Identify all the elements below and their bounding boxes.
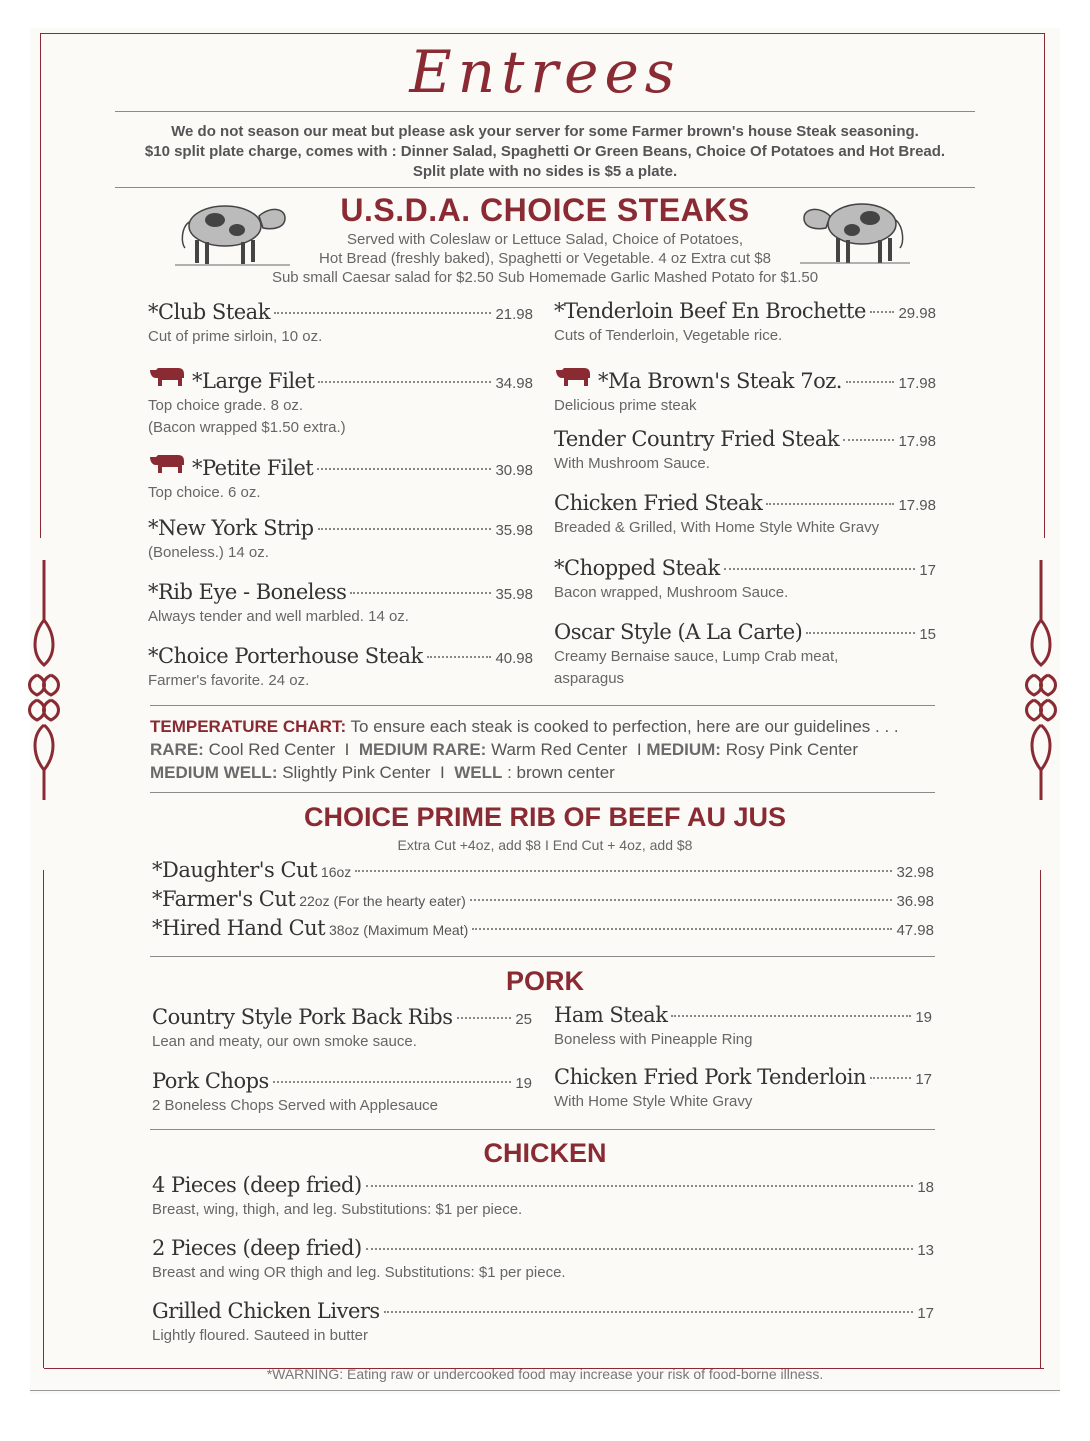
item-description: Breaded & Grilled, With Home Style White Gravy <box>554 519 880 536</box>
frame-border-top <box>40 33 1045 34</box>
item-description: Top choice grade. 8 oz. <box>148 397 304 414</box>
item-name: *Ma Brown's Steak 7oz. <box>598 369 842 393</box>
menu-item <box>152 1069 532 1117</box>
temp-value-well: : brown center <box>507 763 615 782</box>
item-price: 36.98 <box>896 893 934 910</box>
divider <box>115 111 975 112</box>
item-price: 17 <box>919 562 936 579</box>
item-name <box>152 858 351 882</box>
cow-icon <box>148 451 188 475</box>
frame-border-right <box>1044 33 1045 538</box>
item-name: *Choice Porterhouse Steak <box>148 644 423 668</box>
item-price: 17 <box>915 1071 932 1088</box>
temp-label-rare: RARE: <box>150 740 204 759</box>
item-description: With Home Style White Gravy <box>554 1093 753 1110</box>
temp-chart-intro: To ensure each steak is cooked to perfection, here are our guidelines . . . <box>350 717 899 736</box>
steaks-subtitle-line: Sub small Caesar salad for $2.50 Sub Homemade Garlic Mashed Potato for $1.50 <box>271 269 819 286</box>
item-description: Top choice. 6 oz. <box>148 484 261 501</box>
item-description: Cuts of Tenderloin, Vegetable rice. <box>554 327 783 344</box>
item-name: *Chopped Steak <box>554 556 720 580</box>
frame-border-right <box>1040 870 1041 1368</box>
leader-dots <box>806 632 915 634</box>
item-description: Delicious prime steak <box>554 397 697 414</box>
menu-item <box>152 1299 934 1347</box>
menu-item <box>152 1173 934 1221</box>
item-note: 38oz (Maximum Meat) <box>325 922 469 938</box>
item-price: 21.98 <box>495 306 533 323</box>
item-price: 29.98 <box>898 305 936 322</box>
menu-item <box>554 556 936 604</box>
item-name: 2 Pieces (deep fried) <box>152 1236 362 1260</box>
item-name-text: *Farmer's Cut <box>152 887 296 911</box>
section-heading-chicken: CHICKEN <box>483 1138 607 1168</box>
item-price: 18 <box>917 1179 934 1196</box>
item-price: 47.98 <box>896 922 934 939</box>
leader-dots <box>427 656 492 658</box>
menu-item <box>148 516 533 564</box>
leader-dots <box>472 928 892 930</box>
page-edge-bottom <box>30 1390 1060 1391</box>
menu-item <box>148 644 533 692</box>
leader-dots <box>384 1311 914 1313</box>
leader-dots <box>724 568 916 570</box>
leader-dots <box>671 1015 911 1017</box>
item-note: 22oz (For the hearty eater) <box>295 893 466 909</box>
item-price: 32.98 <box>896 864 934 881</box>
item-price: 17.98 <box>898 433 936 450</box>
item-name-text: *Hired Hand Cut <box>152 916 326 940</box>
cow-icon <box>148 364 188 388</box>
item-price: 19 <box>915 1009 932 1026</box>
item-name: Oscar Style (A La Carte) <box>554 620 803 644</box>
item-price: 35.98 <box>495 522 533 539</box>
intro-text <box>60 122 1030 182</box>
leader-dots <box>366 1185 914 1187</box>
item-description: Lightly floured. Sauteed in butter <box>152 1327 368 1344</box>
frame-border-left <box>43 870 44 1368</box>
item-price: 17 <box>917 1305 934 1322</box>
section-heading-prime-rib: CHOICE PRIME RIB OF BEEF AU JUS <box>303 802 787 832</box>
item-name: Country Style Pork Back Ribs <box>152 1005 453 1029</box>
item-description: (Bacon wrapped $1.50 extra.) <box>148 419 346 436</box>
item-description: Cut of prime sirloin, 10 oz. <box>148 328 323 345</box>
section-heading-steaks: U.S.D.A. CHOICE STEAKS <box>340 192 750 228</box>
item-description: Breast, wing, thigh, and leg. Substitutions: $1 per piece. <box>152 1201 523 1218</box>
menu-item <box>148 451 533 504</box>
item-name <box>152 887 466 911</box>
item-name: *Large Filet <box>192 369 315 393</box>
menu-item <box>554 491 936 539</box>
item-name: Pork Chops <box>152 1069 269 1093</box>
food-safety-warning: *WARNING: Eating raw or undercooked food may increase your risk of food-borne illness. <box>266 1366 824 1382</box>
intro-line: $10 split plate charge, comes with : Dinner Salad, Spaghetti Or Green Beans, Choice Of Potatoes and Hot Bread. <box>144 143 946 160</box>
item-name: Chicken Fried Pork Tenderloin <box>554 1065 866 1089</box>
temp-label-well: WELL <box>454 763 503 782</box>
menu-item <box>152 916 934 940</box>
leader-dots <box>273 1081 511 1083</box>
item-description: Farmer's favorite. 24 oz. <box>148 672 310 689</box>
item-description: Creamy Bernaise sauce, Lump Crab meat, <box>554 648 839 665</box>
item-description: 2 Boneless Chops Served with Applesauce <box>152 1097 439 1114</box>
leader-dots <box>457 1017 512 1019</box>
temp-label-medium: MEDIUM: <box>646 740 721 759</box>
menu-item <box>148 364 533 439</box>
intro-line: We do not season our meat but please ask your server for some Farmer brown's house Steak seasoning. <box>171 123 919 140</box>
leader-dots <box>870 1077 911 1079</box>
divider <box>150 705 935 706</box>
leader-dots <box>318 381 491 383</box>
frame-border-left <box>40 33 41 538</box>
item-price: 17.98 <box>898 497 936 514</box>
item-name <box>152 916 468 940</box>
divider <box>150 1129 935 1130</box>
item-price: 35.98 <box>495 586 533 603</box>
item-price: 40.98 <box>495 650 533 667</box>
item-name-text: *Daughter's Cut <box>152 858 318 882</box>
leader-dots <box>766 503 894 505</box>
steaks-subtitle-line: Hot Bread (freshly baked), Spaghetti or Vegetable. 4 oz Extra cut $8 <box>319 250 771 267</box>
item-note: 16oz <box>317 864 352 880</box>
temp-value-rare: Cool Red Center <box>208 740 336 759</box>
divider <box>150 792 935 793</box>
steaks-subtitle <box>200 230 890 287</box>
item-price: 17.98 <box>898 375 936 392</box>
temp-separator: I <box>636 740 642 759</box>
item-description: Breast and wing OR thigh and leg. Substitutions: $1 per piece. <box>152 1264 566 1281</box>
item-price: 34.98 <box>495 375 533 392</box>
item-price: 19 <box>515 1075 532 1092</box>
intro-line: Split plate with no sides is $5 a plate. <box>412 163 678 180</box>
menu-item <box>152 1236 934 1284</box>
item-price: 15 <box>919 626 936 643</box>
item-description: Lean and meaty, our own smoke sauce. <box>152 1033 417 1050</box>
menu-item <box>148 580 533 628</box>
temp-separator: I <box>344 740 350 759</box>
temp-value-medium: Rosy Pink Center <box>725 740 858 759</box>
menu-item <box>554 620 936 690</box>
temp-value-medium-rare: Warm Red Center <box>491 740 628 759</box>
temp-label-medium-well: MEDIUM WELL: <box>150 763 278 782</box>
page-title: Entrees <box>409 38 681 106</box>
divider <box>150 956 935 957</box>
steaks-subtitle-line: Served with Coleslaw or Lettuce Salad, Choice of Potatoes, <box>346 231 744 248</box>
item-description: With Mushroom Sauce. <box>554 455 710 472</box>
leader-dots <box>843 439 894 441</box>
leader-dots <box>870 311 895 313</box>
prime-rib-subtitle: Extra Cut +4oz, add $8 I End Cut + 4oz, add $8 <box>397 837 693 853</box>
item-price: 30.98 <box>495 462 533 479</box>
item-description: asparagus <box>554 670 625 687</box>
menu-item <box>554 1003 932 1051</box>
leader-dots <box>355 870 892 872</box>
item-name: *Rib Eye - Boneless <box>148 580 347 604</box>
leader-dots <box>470 899 893 901</box>
menu-item <box>152 858 934 882</box>
leader-dots <box>366 1248 914 1250</box>
temp-value-medium-well: Slightly Pink Center <box>282 763 431 782</box>
item-name: *Petite Filet <box>192 456 314 480</box>
scroll-ornament-icon <box>1024 560 1058 800</box>
menu-item <box>152 887 934 911</box>
item-name: Chicken Fried Steak <box>554 491 763 515</box>
temp-label-medium-rare: MEDIUM RARE: <box>358 740 487 759</box>
menu-item <box>152 1005 532 1053</box>
item-description: (Boneless.) 14 oz. <box>148 544 269 561</box>
menu-item <box>554 427 936 475</box>
menu-item <box>554 299 936 347</box>
item-description: Bacon wrapped, Mushroom Sauce. <box>554 584 789 601</box>
menu-item <box>554 364 936 417</box>
leader-dots <box>318 528 492 530</box>
item-name: *New York Strip <box>148 516 314 540</box>
cow-icon <box>554 364 594 388</box>
leader-dots <box>350 592 491 594</box>
leader-dots <box>846 381 895 383</box>
menu-item <box>148 300 533 348</box>
item-name: *Tenderloin Beef En Brochette <box>554 299 866 323</box>
item-price: 25 <box>515 1011 532 1028</box>
item-name: Ham Steak <box>554 1003 668 1027</box>
temp-chart-label: TEMPERATURE CHART: <box>150 717 347 736</box>
item-description: Boneless with Pineapple Ring <box>554 1031 753 1048</box>
temperature-chart <box>150 715 950 784</box>
item-name: Tender Country Fried Steak <box>554 427 840 451</box>
menu-item <box>554 1065 932 1113</box>
item-description: Always tender and well marbled. 14 oz. <box>148 608 409 625</box>
item-name: 4 Pieces (deep fried) <box>152 1173 362 1197</box>
leader-dots <box>317 468 491 470</box>
leader-dots <box>274 312 492 314</box>
section-heading-pork: PORK <box>505 966 584 996</box>
item-price: 13 <box>917 1242 934 1259</box>
item-name: Grilled Chicken Livers <box>152 1299 380 1323</box>
temp-separator: I <box>440 763 445 782</box>
scroll-ornament-icon <box>27 560 61 800</box>
item-name: *Club Steak <box>148 300 270 324</box>
